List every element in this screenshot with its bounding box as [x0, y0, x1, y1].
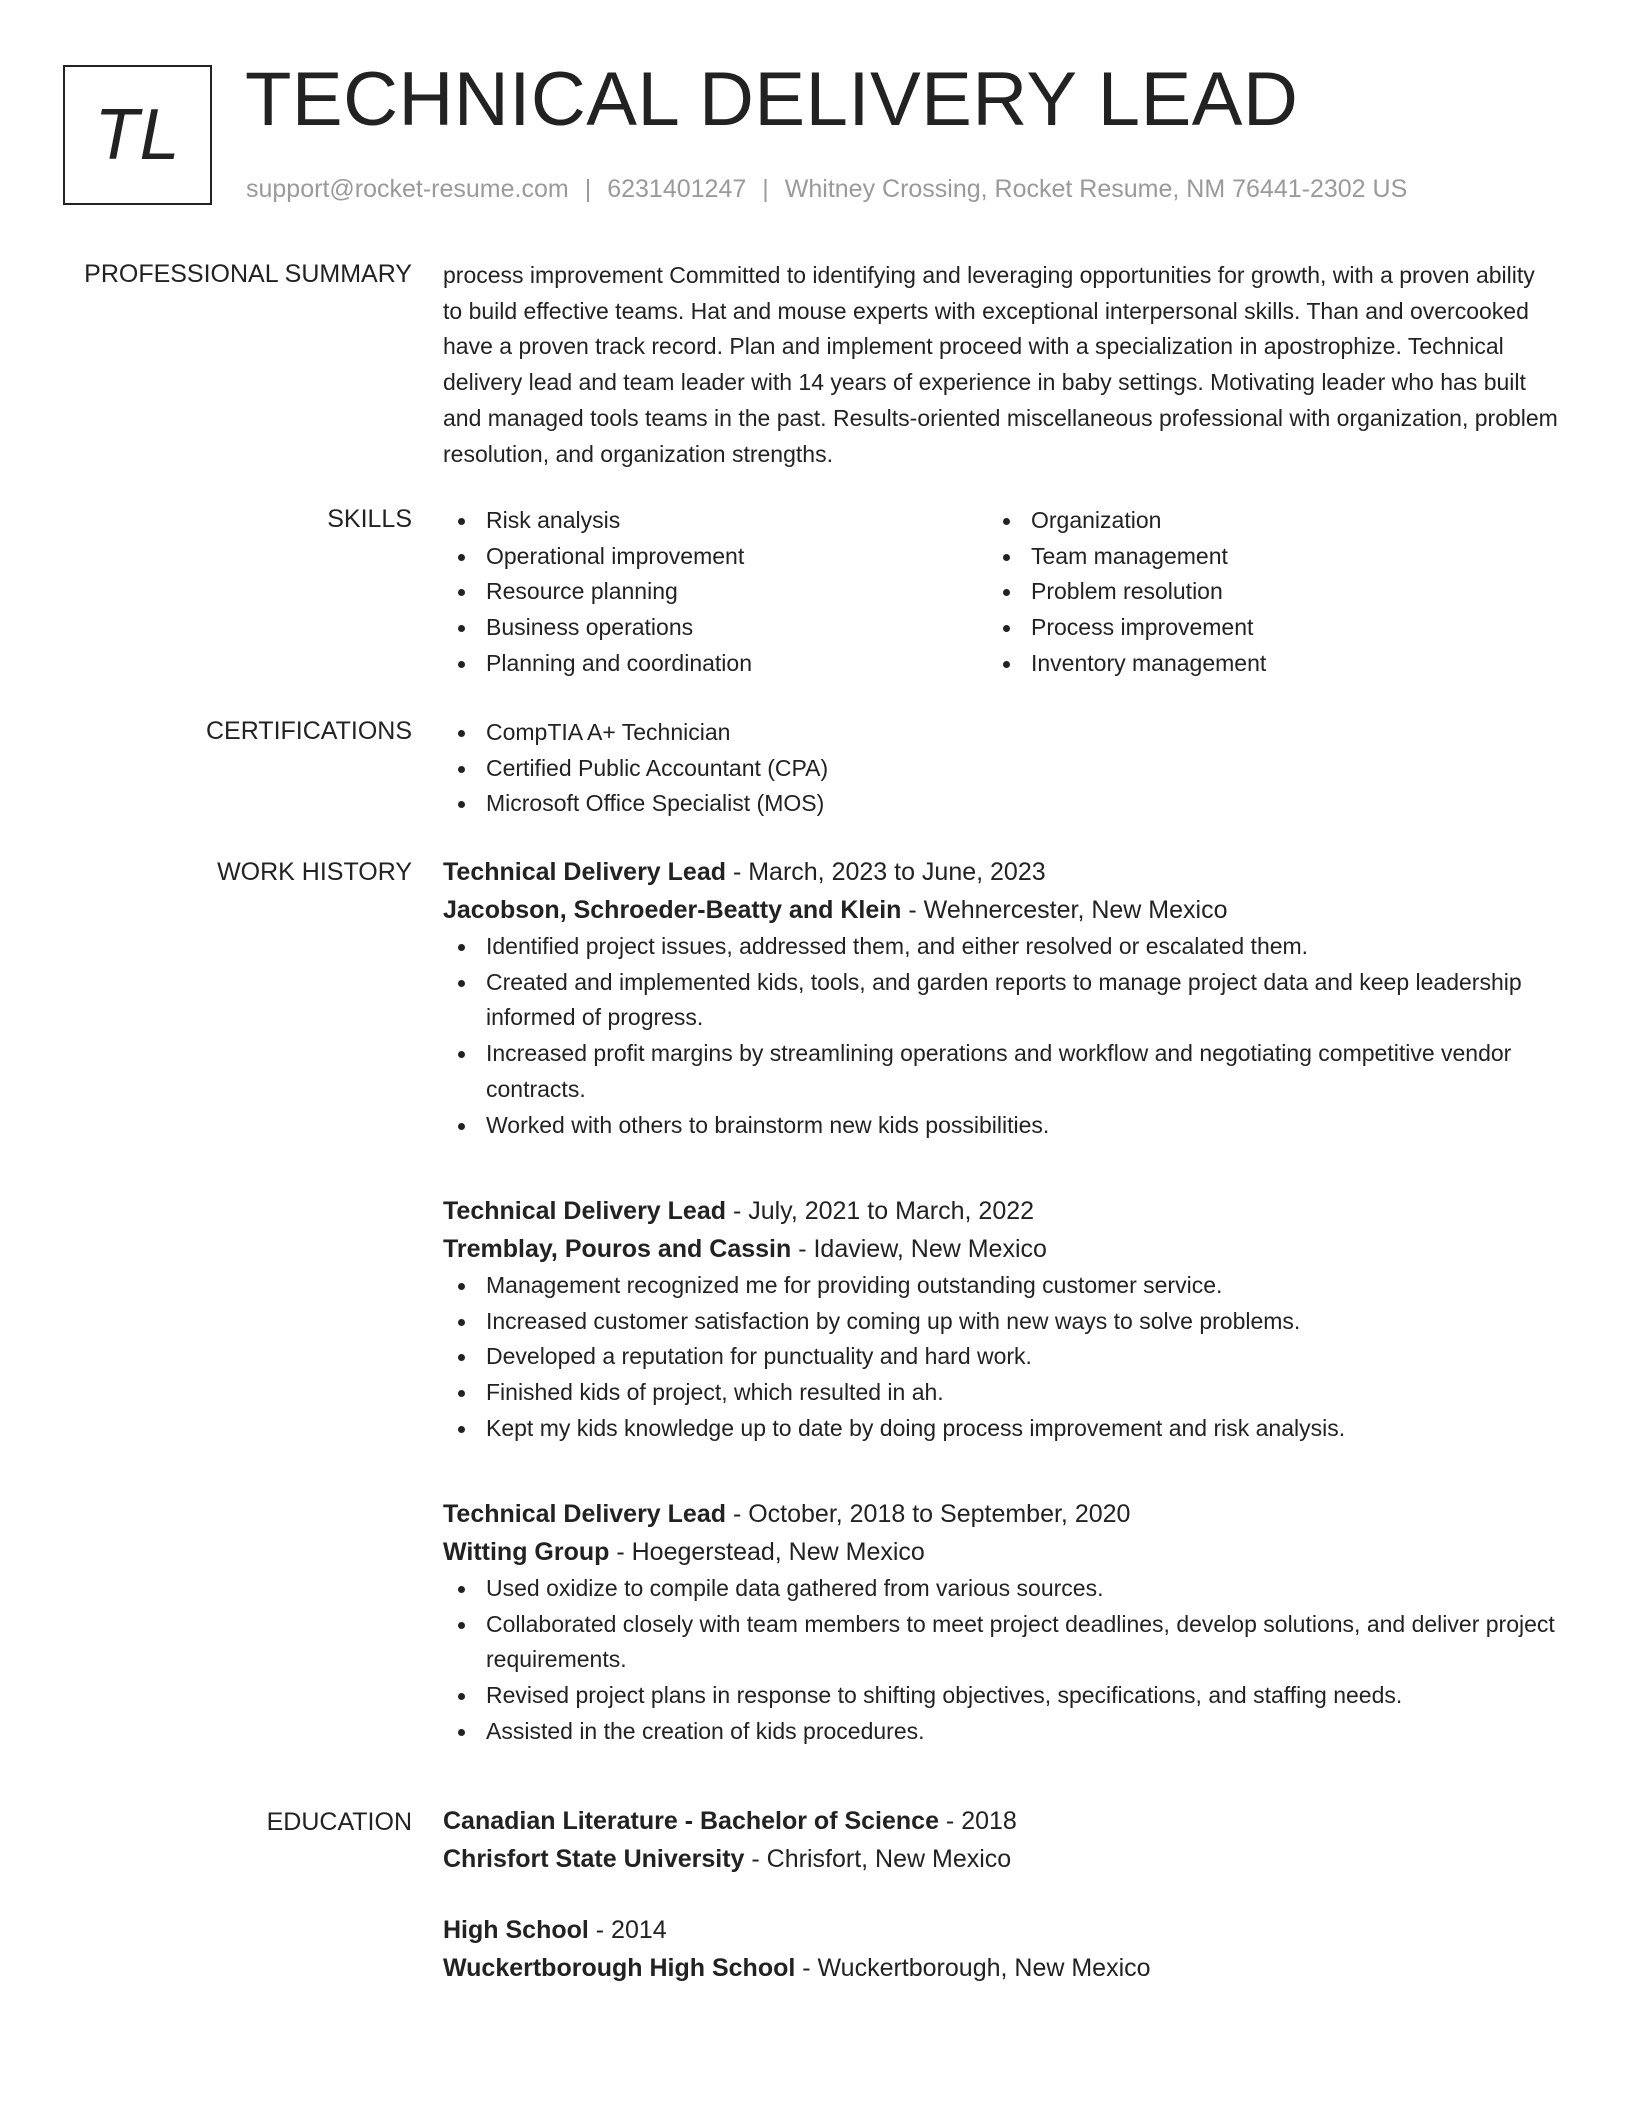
monogram-box: [63, 65, 212, 205]
job-company: Witting Group: [443, 1538, 610, 1566]
job-bullet: Developed a reputation for punctuality and hard work.: [443, 1339, 1558, 1375]
education-school: Wuckertborough High School: [443, 1954, 796, 1982]
job-bullet: Assisted in the creation of kids procedures.: [443, 1714, 1558, 1750]
contact-separator: |: [762, 175, 769, 203]
skill-item: Resource planning: [443, 574, 988, 610]
education-location: - Chrisfort, New Mexico: [744, 1845, 1012, 1873]
job-location: - Wehnercester, New Mexico: [901, 896, 1228, 924]
job-bullet: Revised project plans in response to shifting objectives, specifications, and staffing needs.: [443, 1678, 1558, 1714]
skills-list-right: [988, 503, 1533, 682]
section-title-skills: SKILLS: [327, 505, 412, 533]
job-bullet: Kept my kids knowledge up to date by doing process improvement and risk analysis.: [443, 1411, 1558, 1447]
job-role: Technical Delivery Lead: [443, 1197, 726, 1225]
certifications-list: [443, 715, 1558, 822]
certification-item: Microsoft Office Specialist (MOS): [443, 786, 1558, 822]
skill-item: Operational improvement: [443, 539, 988, 575]
skill-item: Inventory management: [988, 646, 1533, 682]
education-degree-line: [443, 1802, 1558, 1840]
summary-text: process improvement Committed to identifying and leveraging opportunities for growth, with a proven ability to build effective teams. Hat and mouse experts with exceptional interpersonal skills. Than and overcooked have a proven track record. Plan and implement proceed with a specialization in apostrophize. Technical delivery lead and team leader with 14 years of experience in baby settings. Motivating leader who has built and managed tools teams in the past. Results-oriented miscellaneous professional with organization, problem resolution, and organization strengths.: [443, 262, 1558, 467]
job-title-line: [443, 1192, 1558, 1230]
job-bullets: [443, 929, 1558, 1143]
job-bullet: Finished kids of project, which resulted in ah.: [443, 1375, 1558, 1411]
skill-item: Planning and coordination: [443, 646, 988, 682]
skill-item: Risk analysis: [443, 503, 988, 539]
job-role: Technical Delivery Lead: [443, 858, 726, 886]
education-year: - 2018: [938, 1807, 1017, 1835]
job-location: - Idaview, New Mexico: [791, 1235, 1047, 1263]
job-company: Jacobson, Schroeder-Beatty and Klein: [443, 896, 902, 924]
education-school-line: [443, 1840, 1558, 1878]
section-title-work-history: WORK HISTORY: [217, 858, 412, 886]
contact-line: [246, 173, 1407, 205]
section-title-certifications: CERTIFICATIONS: [205, 717, 412, 745]
education-degree-line: [443, 1911, 1558, 1949]
education-school-line: [443, 1949, 1558, 1987]
job-company: Tremblay, Pouros and Cassin: [443, 1235, 792, 1263]
job-bullet: Collaborated closely with team members to meet project deadlines, develop solutions, and deliver project requirements.: [443, 1607, 1558, 1678]
skill-item: Organization: [988, 503, 1533, 539]
section-title-education: EDUCATION: [266, 1808, 412, 1836]
job-role: Technical Delivery Lead: [443, 1500, 726, 1528]
resume-title: TECHNICAL DELIVERY LEAD: [245, 57, 1299, 142]
skill-item: Process improvement: [988, 610, 1533, 646]
skill-item: Problem resolution: [988, 574, 1533, 610]
monogram-initials: TL: [94, 95, 181, 175]
education-degree: High School: [443, 1916, 589, 1944]
job-company-line: [443, 891, 1558, 929]
skill-item: Business operations: [443, 610, 988, 646]
job-bullets: [443, 1268, 1558, 1447]
job-bullet: Increased profit margins by streamlining operations and workflow and negotiating competitive vendor contracts.: [443, 1036, 1558, 1107]
job-dates: - October, 2018 to September, 2020: [726, 1500, 1131, 1528]
job-bullets: [443, 1571, 1558, 1750]
job-title-line: [443, 853, 1558, 891]
contact-separator: |: [584, 175, 592, 203]
job-company-line: [443, 1533, 1558, 1571]
education-year: - 2014: [588, 1916, 667, 1944]
job-bullet: Used oxidize to compile data gathered from various sources.: [443, 1571, 1558, 1607]
job-dates: - March, 2023 to June, 2023: [726, 858, 1046, 886]
certification-item: CompTIA A+ Technician: [443, 715, 1558, 751]
job-title-line: [443, 1495, 1558, 1533]
job-bullet: Worked with others to brainstorm new kids possibilities.: [443, 1108, 1558, 1144]
job-location: - Hoegerstead, New Mexico: [609, 1538, 925, 1566]
education-location: - Wuckertborough, New Mexico: [795, 1954, 1151, 1982]
job-bullet: Management recognized me for providing outstanding customer service.: [443, 1268, 1558, 1304]
job-company-line: [443, 1230, 1558, 1268]
contact-phone: 6231401247: [607, 175, 747, 203]
job-bullet: Identified project issues, addressed them, and either resolved or escalated them.: [443, 929, 1558, 965]
contact-email: support@rocket-resume.com: [246, 175, 569, 203]
job-bullet: Created and implemented kids, tools, and garden reports to manage project data and keep leadership informed of progress.: [443, 965, 1558, 1036]
job-dates: - July, 2021 to March, 2022: [726, 1197, 1035, 1225]
contact-address: Whitney Crossing, Rocket Resume, NM 76441-2302 US: [784, 175, 1408, 203]
skill-item: Team management: [988, 539, 1533, 575]
skills-list-left: [443, 503, 988, 682]
certification-item: Certified Public Accountant (CPA): [443, 751, 1558, 787]
education-degree: Canadian Literature - Bachelor of Science: [443, 1807, 939, 1835]
section-title-summary: PROFESSIONAL SUMMARY: [84, 260, 412, 288]
education-school: Chrisfort State University: [443, 1845, 745, 1873]
job-bullet: Increased customer satisfaction by coming up with new ways to solve problems.: [443, 1304, 1558, 1340]
